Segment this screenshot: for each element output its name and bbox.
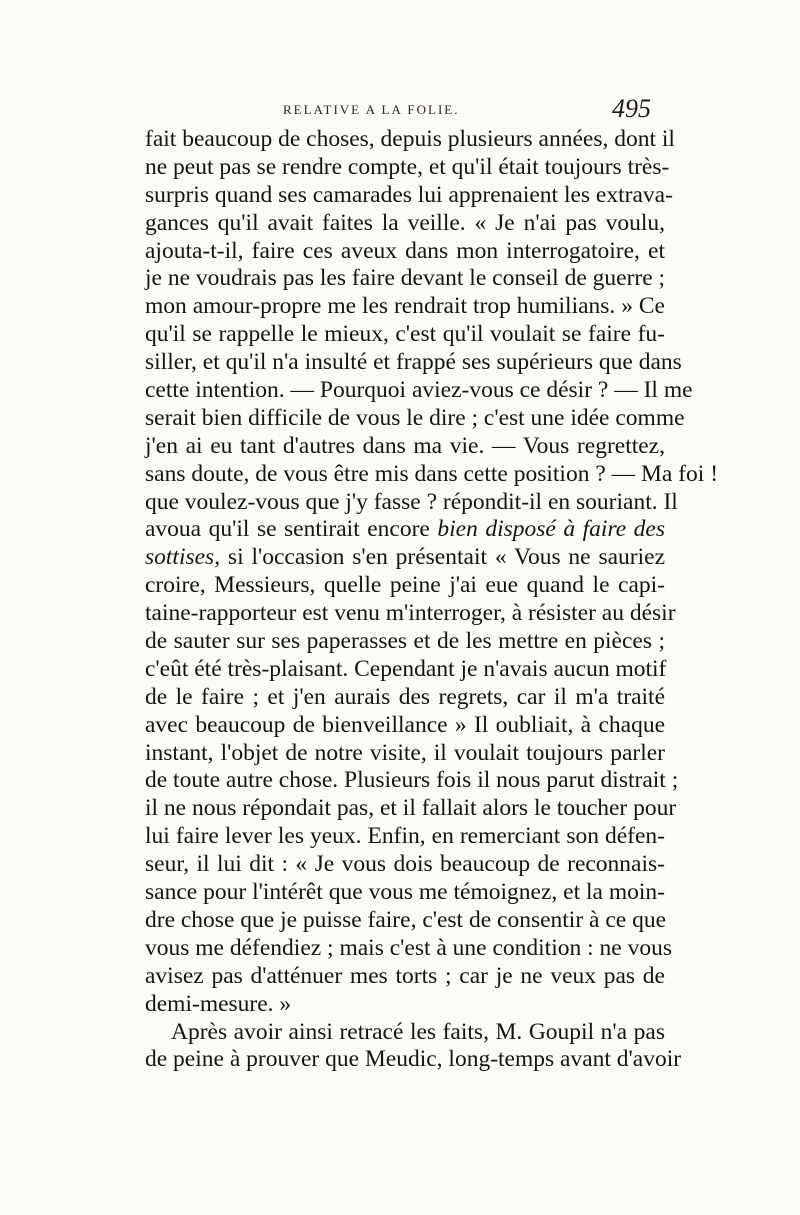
text-line: siller, et qu'il n'a insulté et frappé ses supérieurs que dans xyxy=(145,349,682,376)
text-line: croire, Messieurs, quelle peine j'ai eue quand le capi- xyxy=(145,572,665,599)
text-line: serait bien difficile de vous le dire ; c'est une idée comme xyxy=(145,404,685,431)
italic-phrase: bien disposé à faire des xyxy=(437,516,666,543)
text-line: gances qu'il avait faites la veille. « Je n'ai pas voulu, xyxy=(145,209,665,236)
body-text xyxy=(145,126,719,1074)
paragraph-end-line: demi-mesure. » xyxy=(145,990,292,1017)
text-line: de sauter sur ses paperasses et de les mettre en pièces ; xyxy=(145,628,665,655)
text-line: lui faire lever les yeux. Enfin, en remerciant son défen- xyxy=(145,823,665,850)
text-line: mon amour-propre me les rendrait trop humilians. » Ce xyxy=(145,293,665,320)
text-line: dre chose que je puisse faire, c'est de consentir à ce que xyxy=(145,906,667,933)
text-line: que voulez-vous que j'y fasse ? répondit-il en souriant. Il xyxy=(145,488,678,515)
text-line: taine-rapporteur est venu m'interroger, à résister au désir xyxy=(145,600,676,627)
text-line-with-italic xyxy=(145,516,665,544)
text-line: seur, il lui dit : « Je vous dois beaucoup de reconnais- xyxy=(145,851,665,878)
text-line: vous me défendiez ; mais c'est à une condition : ne vous xyxy=(145,934,672,961)
text-line: cette intention. — Pourquoi aviez-vous ce désir ? — Il me xyxy=(145,377,693,404)
text-line: fait beaucoup de choses, depuis plusieurs années, dont il xyxy=(145,126,675,152)
text-line: c'eût été très-plaisant. Cependant je n'avais aucun motif xyxy=(145,655,667,682)
text-segment: avoua qu'il se sentirait encore xyxy=(145,516,438,543)
text-line: il ne nous répondait pas, et il fallait alors le toucher pour xyxy=(145,795,677,822)
text-line: sans doute, de vous être mis dans cette position ? — Ma foi ! xyxy=(145,460,719,487)
text-line: de toute autre chose. Plusieurs fois il nous parut distrait ; xyxy=(145,767,679,794)
text-line: de peine à prouver que Meudic, long-temps avant d'avoir xyxy=(145,1046,682,1073)
text-line: je ne voudrais pas les faire devant le conseil de guerre ; xyxy=(145,265,666,292)
text-line: sance pour l'intérêt que vous me témoignez, et la moin- xyxy=(145,879,665,906)
text-line-with-italic xyxy=(145,544,665,572)
text-line: avisez pas d'atténuer mes torts ; car je ne veux pas de xyxy=(145,962,665,989)
italic-phrase: sottises xyxy=(145,544,215,571)
page-number: 495 xyxy=(612,94,651,123)
text-line: qu'il se rappelle le mieux, c'est qu'il voulait se faire fu- xyxy=(145,321,665,348)
text-line: ne peut pas se rendre compte, et qu'il était toujours très- xyxy=(145,153,670,180)
running-title: RELATIVE A LA FOLIE. xyxy=(283,102,460,117)
text-line: j'en ai eu tant d'autres dans ma vie. — Vous regrettez, xyxy=(145,432,665,459)
paragraph-start-line: Après avoir ainsi retracé les faits, M. Goupil n'a pas xyxy=(171,1018,665,1045)
text-line: ajouta-t-il, faire ces aveux dans mon interrogatoire, et xyxy=(145,237,665,264)
text-segment: , si l'occasion s'en présentait « Vous ne sauriez xyxy=(214,544,665,571)
text-line: de le faire ; et j'en aurais des regrets, car il m'a traité xyxy=(145,683,665,710)
text-line: avec beaucoup de bienveillance » Il oubliait, à chaque xyxy=(145,711,665,738)
text-line: instant, l'objet de notre visite, il voulait toujours parler xyxy=(145,739,665,766)
text-line: surpris quand ses camarades lui apprenaient les extrava- xyxy=(145,181,673,208)
